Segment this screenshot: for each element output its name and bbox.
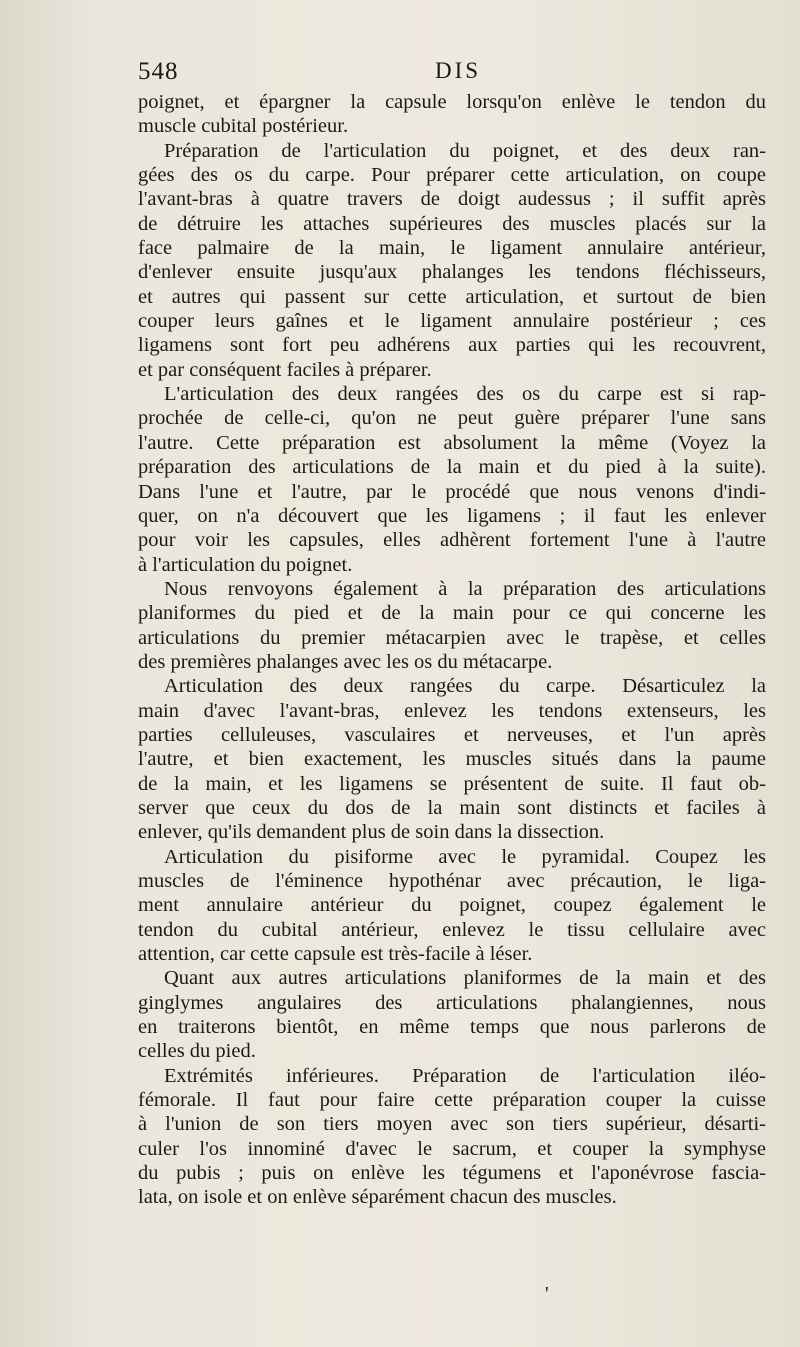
ink-speck: ' bbox=[545, 1283, 549, 1305]
text-line: Articulation des deux rangées du carpe. Désarticulez la bbox=[164, 675, 766, 698]
text-line: lata, on isole et on enlève séparément chacun des muscles. bbox=[138, 1186, 617, 1209]
text-line: tendon du cubital antérieur, enlevez le tissu cellulaire avec bbox=[138, 918, 766, 941]
text-line: à l'union de son tiers moyen avec son tiers supérieur, désarti- bbox=[138, 1113, 766, 1136]
running-head: DIS bbox=[435, 58, 482, 83]
text-line: face palmaire de la main, le ligament annulaire antérieur, bbox=[138, 237, 766, 260]
text-line: Nous renvoyons également à la préparation des articulations bbox=[164, 577, 766, 600]
text-line: quer, on n'a découvert que les ligamens ; il faut les enlever bbox=[138, 504, 766, 527]
text-line: l'avant-bras à quatre travers de doigt audessus ; il suffit après bbox=[138, 188, 766, 211]
text-line: et autres qui passent sur cette articulation, et surtout de bien bbox=[138, 285, 766, 308]
text-line: fémorale. Il faut pour faire cette préparation couper la cuisse bbox=[138, 1089, 766, 1112]
text-line: Extrémités inférieures. Préparation de l'articulation iléo- bbox=[164, 1064, 766, 1087]
text-line: l'autre. Cette préparation est absolument la même (Voyez la bbox=[138, 431, 766, 454]
text-line: Quant aux autres articulations planiformes de la main et des bbox=[164, 967, 766, 990]
text-line: prochée de celle-ci, qu'on ne peut guère préparer l'une sans bbox=[138, 407, 766, 430]
page-header bbox=[138, 58, 766, 88]
text-line: d'enlever ensuite jusqu'aux phalanges les tendons fléchisseurs, bbox=[138, 261, 766, 284]
text-line: main d'avec l'avant-bras, enlevez les tendons extenseurs, les bbox=[138, 699, 766, 722]
text-line: Articulation du pisiforme avec le pyramidal. Coupez les bbox=[164, 845, 766, 868]
text-line: à l'articulation du poignet. bbox=[138, 553, 353, 576]
text-line: planiformes du pied et de la main pour ce qui concerne les bbox=[138, 602, 766, 625]
text-line: ginglymes angulaires des articulations phalangiennes, nous bbox=[138, 991, 766, 1014]
text-line: enlever, qu'ils demandent plus de soin dans la dissection. bbox=[138, 821, 605, 844]
text-line: ment annulaire antérieur du poignet, coupez également le bbox=[138, 894, 766, 917]
body-text bbox=[138, 90, 766, 1210]
text-line: pour voir les capsules, elles adhèrent fortement l'une à l'autre bbox=[138, 529, 766, 552]
text-line: muscle cubital postérieur. bbox=[138, 115, 349, 138]
text-line: culer l'os innominé d'avec le sacrum, et couper la symphyse bbox=[138, 1137, 766, 1160]
text-line: gées des os du carpe. Pour préparer cette articulation, on coupe bbox=[138, 164, 766, 187]
text-line: couper leurs gaînes et le ligament annulaire postérieur ; ces bbox=[138, 310, 766, 333]
text-line: parties celluleuses, vasculaires et nerveuses, et l'un après bbox=[138, 723, 766, 746]
text-line: articulations du premier métacarpien avec le trapèse, et celles bbox=[138, 626, 766, 649]
text-line: l'autre, et bien exactement, les muscles situés dans la paume bbox=[138, 748, 766, 771]
text-line: ligamens sont fort peu adhérens aux parties qui les recouvrent, bbox=[138, 334, 766, 357]
text-line: server que ceux du dos de la main sont distincts et faciles à bbox=[138, 796, 766, 819]
text-line: des premières phalanges avec les os du métacarpe. bbox=[138, 650, 553, 673]
page-number: 548 bbox=[138, 58, 179, 85]
text-line: L'articulation des deux rangées des os du carpe est si rap- bbox=[164, 383, 766, 406]
text-line: poignet, et épargner la capsule lorsqu'on enlève le tendon du bbox=[138, 91, 766, 113]
text-line: de détruire les attaches supérieures des muscles placés sur la bbox=[138, 212, 766, 235]
text-line: celles du pied. bbox=[138, 1040, 256, 1063]
text-line: muscles de l'éminence hypothénar avec précaution, le liga- bbox=[138, 870, 766, 892]
text-line: attention, car cette capsule est très-facile à léser. bbox=[138, 943, 533, 966]
text-line: préparation des articulations de la main et du pied à la suite). bbox=[138, 456, 766, 479]
text-line: Préparation de l'articulation du poignet, et des deux ran- bbox=[164, 139, 766, 162]
text-line: Dans l'une et l'autre, par le procédé que nous venons d'indi- bbox=[138, 480, 766, 503]
text-line: et par conséquent faciles à préparer. bbox=[138, 358, 432, 381]
text-line: en traiterons bientôt, en même temps que nous parlerons de bbox=[138, 1016, 766, 1039]
text-line: de la main, et les ligamens se présentent de suite. Il faut ob- bbox=[138, 772, 766, 795]
text-line: du pubis ; puis on enlève les tégumens et l'aponévrose fascia- bbox=[138, 1162, 766, 1185]
